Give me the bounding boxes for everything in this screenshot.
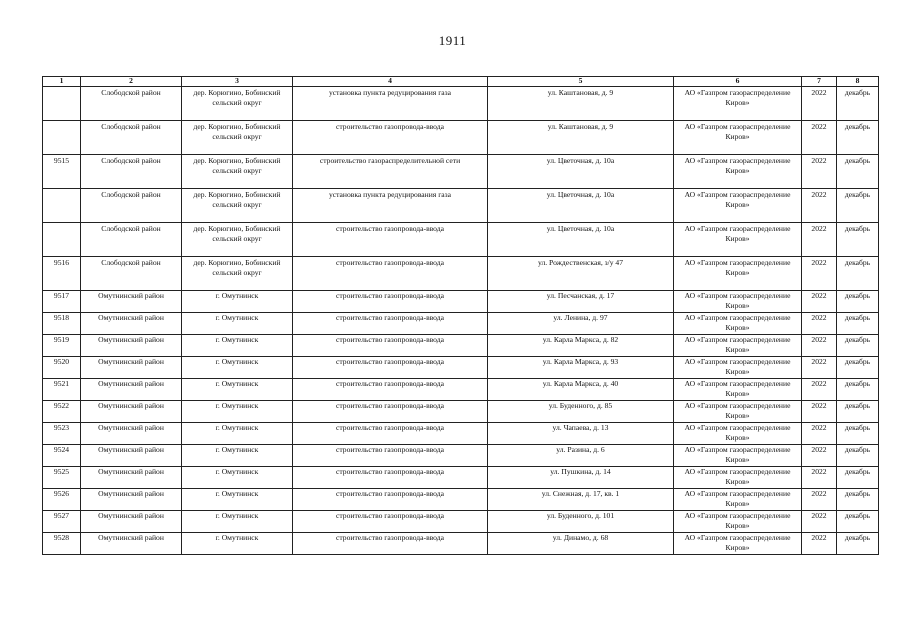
district-cell: Омутнинский район xyxy=(81,379,182,401)
locality-cell: г. Омутнинск xyxy=(182,313,293,335)
month-cell: декабрь xyxy=(837,335,879,357)
row-number-cell: 9522 xyxy=(43,401,81,423)
work-type-cell: строительство газопровода-ввода xyxy=(293,511,488,533)
table-row xyxy=(43,335,879,357)
table-row xyxy=(43,121,879,155)
table-row xyxy=(43,291,879,313)
table-row xyxy=(43,223,879,257)
district-cell: Слободской район xyxy=(81,257,182,291)
year-cell: 2022 xyxy=(802,257,837,291)
organization-cell: АО «Газпром газораспределение Киров» xyxy=(674,121,802,155)
table-body xyxy=(43,87,879,555)
locality-cell: г. Омутнинск xyxy=(182,467,293,489)
work-type-cell: строительство газопровода-ввода xyxy=(293,401,488,423)
row-number-cell: 9527 xyxy=(43,511,81,533)
locality-cell: г. Омутнинск xyxy=(182,489,293,511)
row-number-cell: 9525 xyxy=(43,467,81,489)
organization-cell: АО «Газпром газораспределение Киров» xyxy=(674,291,802,313)
row-number-cell xyxy=(43,189,81,223)
row-number-cell: 9518 xyxy=(43,313,81,335)
work-type-cell: строительство газопровода-ввода xyxy=(293,291,488,313)
work-type-cell: строительство газопровода-ввода xyxy=(293,423,488,445)
locality-cell: г. Омутнинск xyxy=(182,291,293,313)
month-cell: декабрь xyxy=(837,445,879,467)
address-cell: ул. Цветочная, д. 10а xyxy=(488,189,674,223)
organization-cell: АО «Газпром газораспределение Киров» xyxy=(674,357,802,379)
locality-cell: г. Омутнинск xyxy=(182,379,293,401)
locality-cell: г. Омутнинск xyxy=(182,335,293,357)
organization-cell: АО «Газпром газораспределение Киров» xyxy=(674,511,802,533)
work-type-cell: строительство газопровода-ввода xyxy=(293,467,488,489)
header-cell: 6 xyxy=(674,77,802,87)
address-cell: ул. Каштановая, д. 9 xyxy=(488,121,674,155)
address-cell: ул. Пушкина, д. 14 xyxy=(488,467,674,489)
organization-cell: АО «Газпром газораспределение Киров» xyxy=(674,401,802,423)
locality-cell: г. Омутнинск xyxy=(182,401,293,423)
district-cell: Омутнинский район xyxy=(81,533,182,555)
district-cell: Омутнинский район xyxy=(81,401,182,423)
organization-cell: АО «Газпром газораспределение Киров» xyxy=(674,467,802,489)
row-number-cell: 9526 xyxy=(43,489,81,511)
header-row xyxy=(43,77,879,87)
work-type-cell: строительство газопровода-ввода xyxy=(293,489,488,511)
header-cell: 8 xyxy=(837,77,879,87)
table-row xyxy=(43,257,879,291)
address-cell: ул. Каштановая, д. 9 xyxy=(488,87,674,121)
table-row xyxy=(43,87,879,121)
month-cell: декабрь xyxy=(837,189,879,223)
row-number-cell xyxy=(43,223,81,257)
locality-cell: дер. Корюгино, Бобинский сельский округ xyxy=(182,121,293,155)
table-row xyxy=(43,401,879,423)
work-type-cell: строительство газопровода-ввода xyxy=(293,357,488,379)
table-row xyxy=(43,511,879,533)
month-cell: декабрь xyxy=(837,533,879,555)
address-cell: ул. Карла Маркса, д. 93 xyxy=(488,357,674,379)
row-number-cell: 9523 xyxy=(43,423,81,445)
month-cell: декабрь xyxy=(837,423,879,445)
table-row xyxy=(43,155,879,189)
year-cell: 2022 xyxy=(802,533,837,555)
header-cell: 1 xyxy=(43,77,81,87)
work-type-cell: строительство газопровода-ввода xyxy=(293,533,488,555)
work-type-cell: строительство газопровода-ввода xyxy=(293,223,488,257)
year-cell: 2022 xyxy=(802,313,837,335)
table-row xyxy=(43,467,879,489)
work-type-cell: строительство газопровода-ввода xyxy=(293,313,488,335)
gas-works-table xyxy=(42,76,879,555)
locality-cell: дер. Корюгино, Бобинский сельский округ xyxy=(182,223,293,257)
month-cell: декабрь xyxy=(837,257,879,291)
district-cell: Слободской район xyxy=(81,223,182,257)
header-cell: 2 xyxy=(81,77,182,87)
table-row xyxy=(43,379,879,401)
district-cell: Омутнинский район xyxy=(81,467,182,489)
month-cell: декабрь xyxy=(837,379,879,401)
year-cell: 2022 xyxy=(802,87,837,121)
year-cell: 2022 xyxy=(802,189,837,223)
row-number-cell: 9516 xyxy=(43,257,81,291)
locality-cell: дер. Корюгино, Бобинский сельский округ xyxy=(182,155,293,189)
district-cell: Омутнинский район xyxy=(81,357,182,379)
organization-cell: АО «Газпром газораспределение Киров» xyxy=(674,423,802,445)
address-cell: ул. Рождественская, з/у 47 xyxy=(488,257,674,291)
locality-cell: г. Омутнинск xyxy=(182,423,293,445)
district-cell: Омутнинский район xyxy=(81,511,182,533)
organization-cell: АО «Газпром газораспределение Киров» xyxy=(674,223,802,257)
year-cell: 2022 xyxy=(802,291,837,313)
table-row xyxy=(43,423,879,445)
work-type-cell: строительство газопровода-ввода xyxy=(293,121,488,155)
header-cell: 7 xyxy=(802,77,837,87)
row-number-cell: 9515 xyxy=(43,155,81,189)
district-cell: Омутнинский район xyxy=(81,445,182,467)
year-cell: 2022 xyxy=(802,511,837,533)
table-row xyxy=(43,445,879,467)
work-type-cell: строительство газопровода-ввода xyxy=(293,379,488,401)
month-cell: декабрь xyxy=(837,155,879,189)
organization-cell: АО «Газпром газораспределение Киров» xyxy=(674,155,802,189)
organization-cell: АО «Газпром газораспределение Киров» xyxy=(674,379,802,401)
locality-cell: дер. Корюгино, Бобинский сельский округ xyxy=(182,87,293,121)
row-number-cell: 9519 xyxy=(43,335,81,357)
row-number-cell xyxy=(43,121,81,155)
header-cell: 3 xyxy=(182,77,293,87)
address-cell: ул. Цветочная, д. 10а xyxy=(488,223,674,257)
district-cell: Слободской район xyxy=(81,189,182,223)
month-cell: декабрь xyxy=(837,223,879,257)
table-row xyxy=(43,489,879,511)
district-cell: Омутнинский район xyxy=(81,489,182,511)
organization-cell: АО «Газпром газораспределение Киров» xyxy=(674,189,802,223)
locality-cell: дер. Корюгино, Бобинский сельский округ xyxy=(182,189,293,223)
month-cell: декабрь xyxy=(837,467,879,489)
table-row xyxy=(43,357,879,379)
locality-cell: г. Омутнинск xyxy=(182,357,293,379)
year-cell: 2022 xyxy=(802,335,837,357)
work-type-cell: строительство газораспределительной сети xyxy=(293,155,488,189)
locality-cell: г. Омутнинск xyxy=(182,533,293,555)
address-cell: ул. Песчанская, д. 17 xyxy=(488,291,674,313)
organization-cell: АО «Газпром газораспределение Киров» xyxy=(674,445,802,467)
month-cell: декабрь xyxy=(837,121,879,155)
district-cell: Омутнинский район xyxy=(81,423,182,445)
district-cell: Слободской район xyxy=(81,121,182,155)
address-cell: ул. Буденного, д. 101 xyxy=(488,511,674,533)
locality-cell: дер. Корюгино, Бобинский сельский округ xyxy=(182,257,293,291)
year-cell: 2022 xyxy=(802,379,837,401)
table-row xyxy=(43,313,879,335)
month-cell: декабрь xyxy=(837,489,879,511)
locality-cell: г. Омутнинск xyxy=(182,511,293,533)
table-row xyxy=(43,189,879,223)
year-cell: 2022 xyxy=(802,155,837,189)
organization-cell: АО «Газпром газораспределение Киров» xyxy=(674,257,802,291)
address-cell: ул. Разина, д. 6 xyxy=(488,445,674,467)
address-cell: ул. Карла Маркса, д. 82 xyxy=(488,335,674,357)
year-cell: 2022 xyxy=(802,489,837,511)
address-cell: ул. Ленина, д. 97 xyxy=(488,313,674,335)
district-cell: Омутнинский район xyxy=(81,335,182,357)
header-cell: 5 xyxy=(488,77,674,87)
header-cell: 4 xyxy=(293,77,488,87)
address-cell: ул. Цветочная, д. 10а xyxy=(488,155,674,189)
organization-cell: АО «Газпром газораспределение Киров» xyxy=(674,87,802,121)
organization-cell: АО «Газпром газораспределение Киров» xyxy=(674,313,802,335)
page-number: 1911 xyxy=(438,33,467,48)
table-row xyxy=(43,533,879,555)
address-cell: ул. Буденного, д. 85 xyxy=(488,401,674,423)
address-cell: ул. Снежная, д. 17, кв. 1 xyxy=(488,489,674,511)
row-number-cell: 9521 xyxy=(43,379,81,401)
year-cell: 2022 xyxy=(802,401,837,423)
year-cell: 2022 xyxy=(802,467,837,489)
address-cell: ул. Чапаева, д. 13 xyxy=(488,423,674,445)
district-cell: Омутнинский район xyxy=(81,313,182,335)
row-number-cell: 9528 xyxy=(43,533,81,555)
organization-cell: АО «Газпром газораспределение Киров» xyxy=(674,489,802,511)
work-type-cell: строительство газопровода-ввода xyxy=(293,335,488,357)
address-cell: ул. Карла Маркса, д. 40 xyxy=(488,379,674,401)
organization-cell: АО «Газпром газораспределение Киров» xyxy=(674,335,802,357)
district-cell: Слободской район xyxy=(81,155,182,189)
year-cell: 2022 xyxy=(802,121,837,155)
month-cell: декабрь xyxy=(837,511,879,533)
work-type-cell: установка пункта редуцирования газа xyxy=(293,189,488,223)
year-cell: 2022 xyxy=(802,445,837,467)
row-number-cell: 9520 xyxy=(43,357,81,379)
work-type-cell: строительство газопровода-ввода xyxy=(293,445,488,467)
row-number-cell xyxy=(43,87,81,121)
month-cell: декабрь xyxy=(837,401,879,423)
locality-cell: г. Омутнинск xyxy=(182,445,293,467)
row-number-cell: 9524 xyxy=(43,445,81,467)
work-type-cell: строительство газопровода-ввода xyxy=(293,257,488,291)
month-cell: декабрь xyxy=(837,87,879,121)
month-cell: декабрь xyxy=(837,357,879,379)
row-number-cell: 9517 xyxy=(43,291,81,313)
address-cell: ул. Динамо, д. 68 xyxy=(488,533,674,555)
month-cell: декабрь xyxy=(837,291,879,313)
month-cell: декабрь xyxy=(837,313,879,335)
year-cell: 2022 xyxy=(802,357,837,379)
district-cell: Омутнинский район xyxy=(81,291,182,313)
district-cell: Слободской район xyxy=(81,87,182,121)
year-cell: 2022 xyxy=(802,223,837,257)
organization-cell: АО «Газпром газораспределение Киров» xyxy=(674,533,802,555)
work-type-cell: установка пункта редуцирования газа xyxy=(293,87,488,121)
year-cell: 2022 xyxy=(802,423,837,445)
